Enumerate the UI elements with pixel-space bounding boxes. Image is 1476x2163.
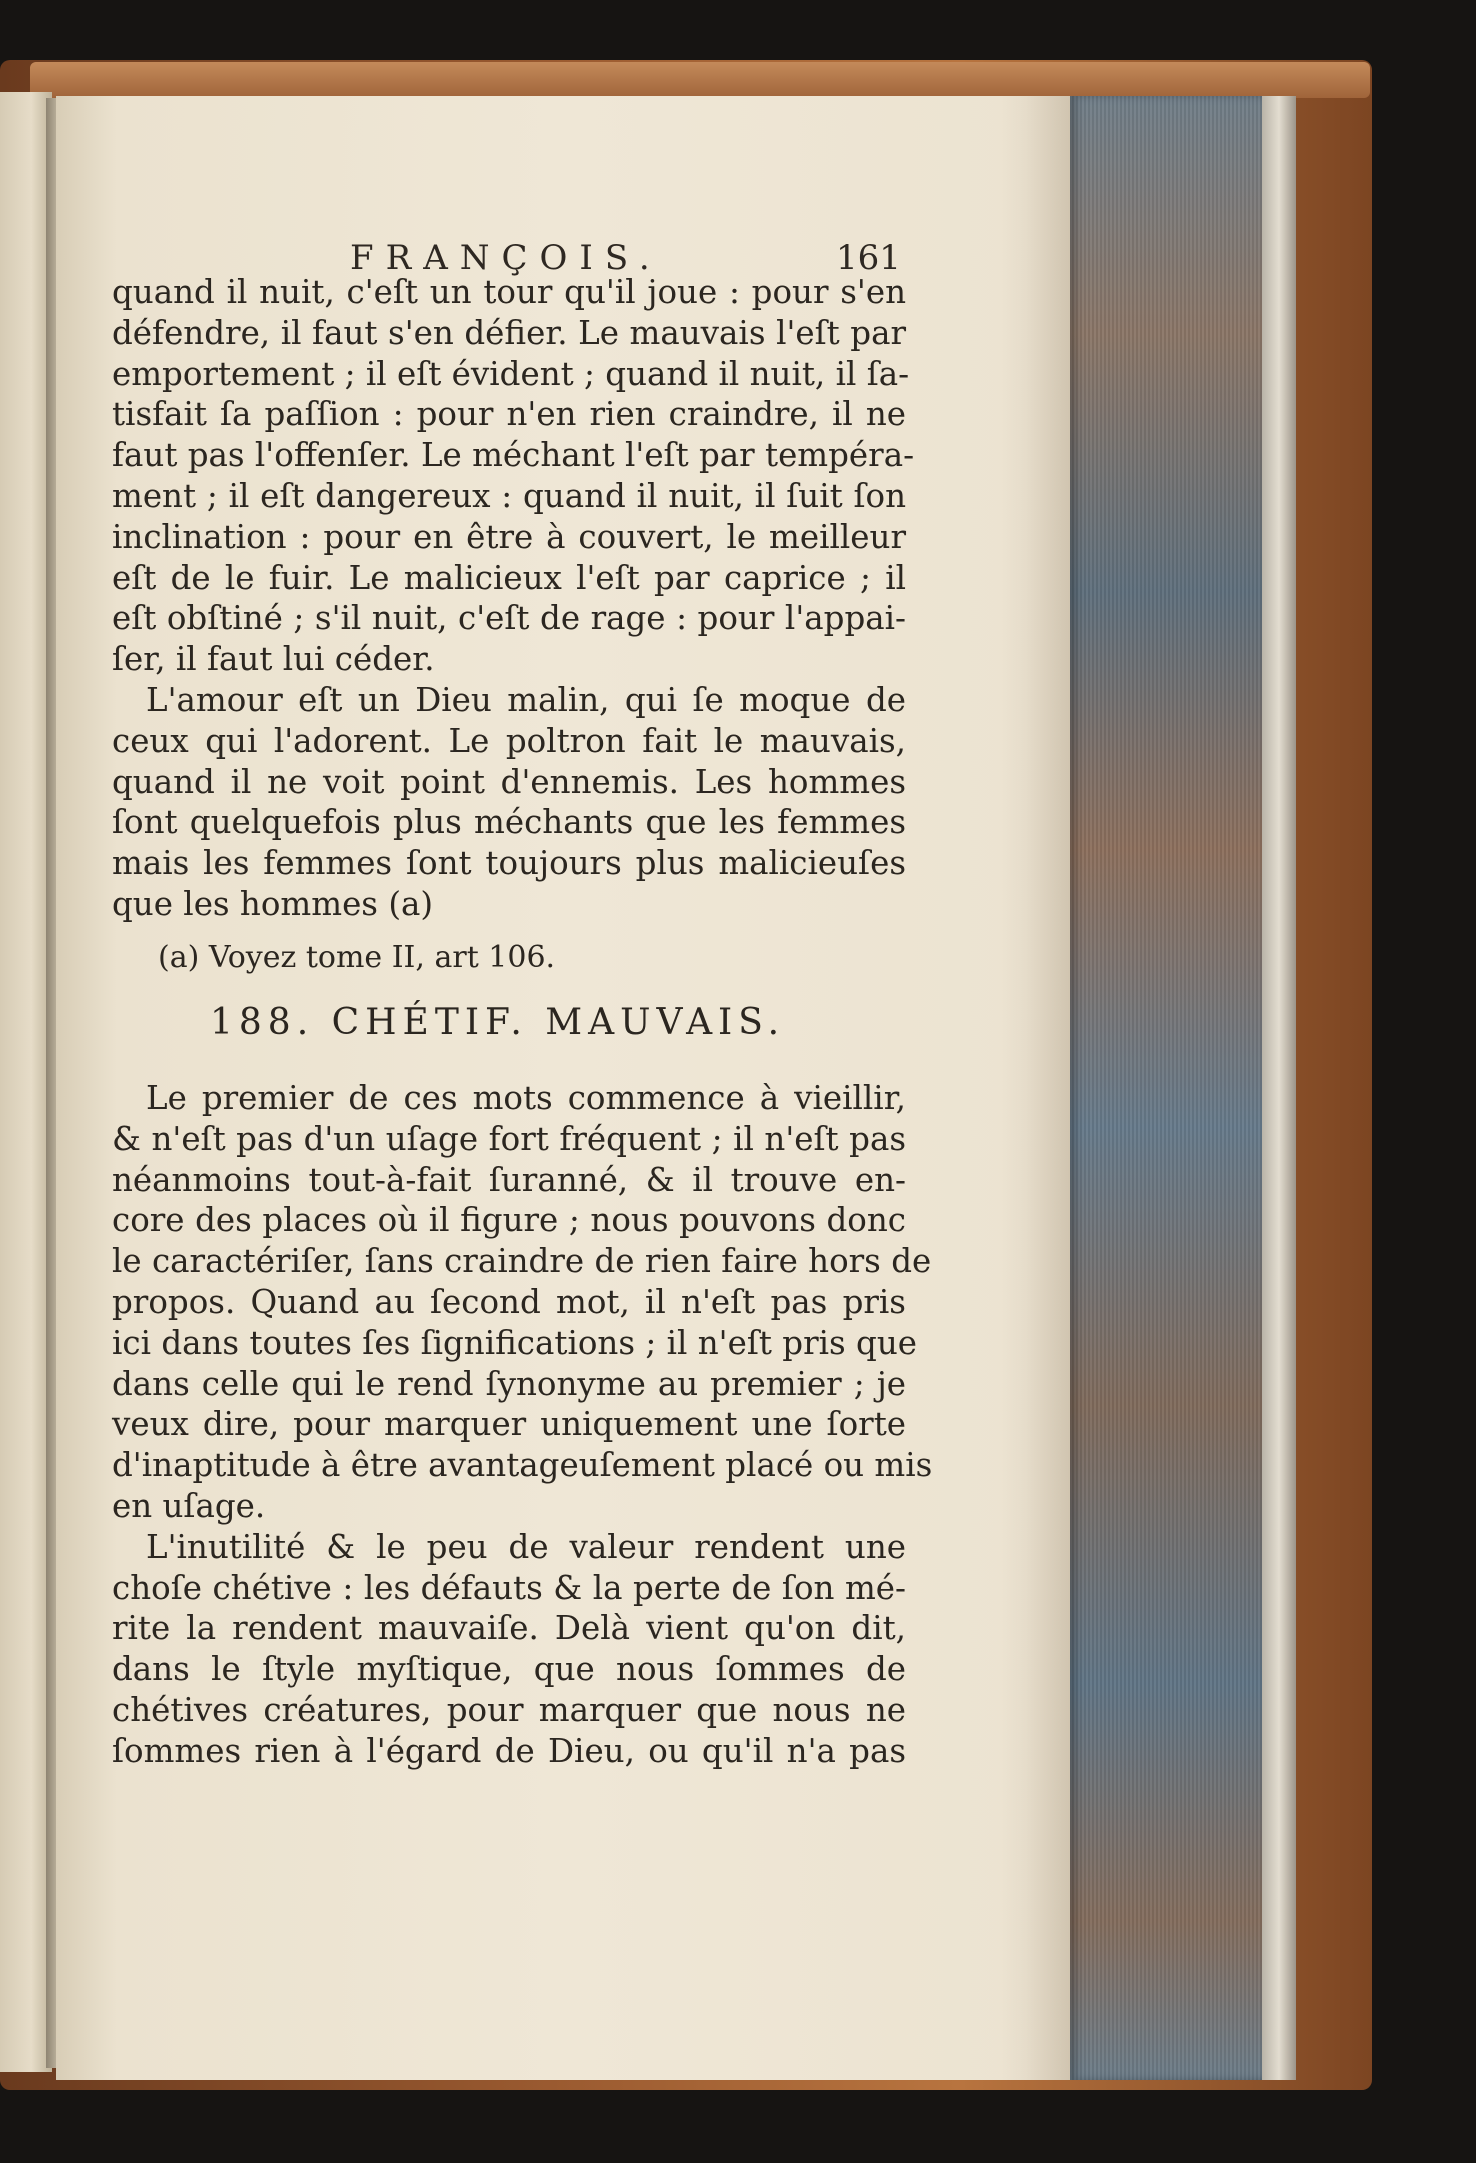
text-line: quand il nuit, c'eſt un tour qu'il joue : pour s'en [112, 273, 906, 311]
text-line: veux dire, pour marquer uniquement une ſorte [112, 1405, 906, 1444]
paragraph-2 [112, 680, 906, 925]
text-line: ſer, il faut lui céder. [112, 640, 435, 679]
text-line: core des places où il figure ; nous pouvons donc [112, 1201, 906, 1240]
page-block-edge [1262, 96, 1296, 2080]
page-number: 161 [836, 238, 901, 278]
text-line: le caractériſer, ſans craindre de rien faire hors de [112, 1242, 932, 1281]
text-line: & n'eſt pas d'un uſage fort fréquent ; il n'eſt pas [112, 1119, 906, 1158]
book-cover-top-edge [30, 62, 1370, 98]
text-line: ceux qui l'adorent. Le poltron fait le mauvais, [112, 721, 906, 760]
text-line: défendre, il faut s'en défier. Le mauvais l'eſt par [112, 313, 906, 352]
text-line: ſont quelquefois plus méchants que les femmes [112, 803, 906, 842]
text-line: faut pas l'offenſer. Le méchant l'eſt par tempéra- [112, 436, 915, 475]
text-line: que les hommes (a) [112, 884, 434, 923]
text-line: dans celle qui le rend ſynonyme au premier ; je [112, 1364, 906, 1403]
text-line: d'inaptitude à être avantageuſement placé ou mis [112, 1446, 933, 1485]
text-block-upper [112, 272, 915, 925]
text-block-lower [112, 1078, 933, 1772]
text-line: L'amour eſt un Dieu malin, qui ſe moque de [146, 680, 906, 719]
page-shadow [1000, 96, 1076, 2080]
text-line: eſt obſtiné ; s'il nuit, c'eſt de rage : pour l'appai- [112, 599, 906, 638]
left-page-edge [0, 92, 52, 2072]
running-head: FRANÇOIS. [350, 238, 662, 278]
text-line: tisfait ſa paſſion : pour n'en rien craindre, il ne [112, 395, 906, 434]
text-line: emportement ; il eſt évident ; quand il nuit, il ſa- [112, 354, 910, 393]
footnote: (a) Voyez tome II, art 106. [158, 940, 556, 975]
text-line: néanmoins tout-à-fait ſuranné, & il trouve en- [112, 1160, 906, 1199]
text-line: inclination : pour en être à couvert, le meilleur [112, 517, 906, 556]
paragraph-4 [112, 1527, 906, 1772]
text-line: mais les femmes ſont toujours plus malicieuſes [112, 844, 906, 883]
paragraph-3 [112, 1078, 933, 1527]
text-line: quand il ne voit point d'ennemis. Les hommes [112, 762, 906, 801]
text-line: chétives créatures, pour marquer que nous ne [112, 1690, 906, 1729]
text-line: L'inutilité & le peu de valeur rendent une [146, 1527, 906, 1566]
text-line: rite la rendent mauvaiſe. Delà vient qu'on dit, [112, 1609, 906, 1648]
marbled-page-edges [1070, 96, 1280, 2080]
text-line: ſommes rien à l'égard de Dieu, ou qu'il n'a pas [112, 1731, 906, 1770]
text-line: Le premier de ces mots commence à vieillir, [146, 1079, 906, 1117]
text-line: en uſage. [112, 1486, 266, 1525]
text-line: ment ; il eſt dangereux : quand il nuit, il ſuit ſon [112, 476, 906, 515]
text-line: ici dans toutes ſes ſignifications ; il n'eſt pris que [112, 1323, 917, 1362]
text-line: dans le ſtyle myſtique, que nous ſommes de [112, 1650, 906, 1689]
text-line: choſe chétive : les défauts & la perte de ſon mé- [112, 1568, 906, 1607]
section-title: 188. CHÉTIF. MAUVAIS. [210, 1002, 786, 1043]
text-line: eſt de le fuir. Le malicieux l'eſt par caprice ; il [112, 558, 906, 597]
paragraph-1 [112, 272, 915, 680]
text-line: propos. Quand au ſecond mot, il n'eſt pas pris [112, 1282, 906, 1321]
